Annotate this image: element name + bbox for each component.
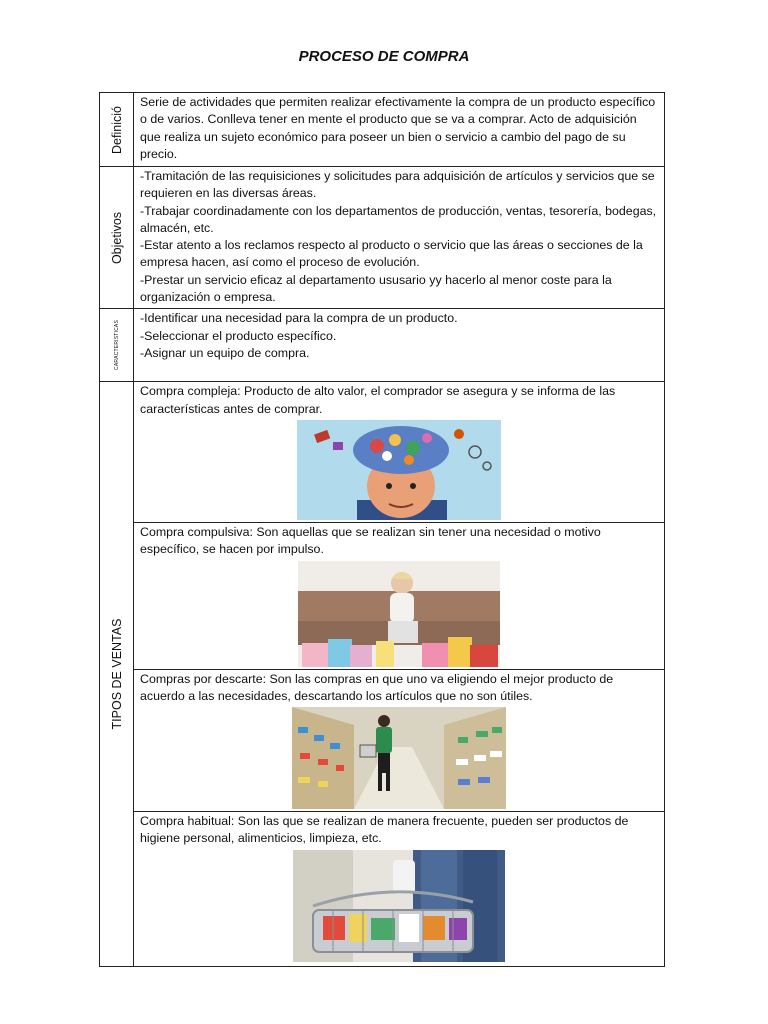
row-tipo-compleja bbox=[100, 382, 665, 523]
content-definicion bbox=[134, 93, 665, 167]
label-tipos: TIPOS DE VENTAS bbox=[109, 618, 124, 730]
row-tipo-compulsiva bbox=[100, 522, 665, 669]
tipo-text: Compras por descarte: Son las compras en que uno va eligiendo el mejor producto de acuerdo a las necesidades, descartando los artículos que no son útiles. bbox=[140, 671, 614, 703]
label-cell-caracteristicas bbox=[100, 309, 134, 382]
row-tipo-descarte bbox=[100, 669, 665, 812]
tipo-text: Compra habitual: Son las que se realizan de manera frecuente, pueden ser productos de higiene personal, alimenticios, limpieza, etc. bbox=[140, 814, 629, 846]
content-tipo-habitual bbox=[134, 812, 665, 967]
label-cell-objetivos bbox=[100, 167, 134, 309]
content-tipo-compulsiva bbox=[134, 522, 665, 669]
content-tipo-compleja bbox=[134, 382, 665, 523]
shopping-basket-with-groceries bbox=[293, 850, 505, 962]
caracteristica-item: -Asignar un equipo de compra. bbox=[140, 345, 310, 360]
tipo-text: Compra compleja: Producto de alto valor, el comprador se asegura y se informa de las características antes de comprar. bbox=[140, 384, 616, 416]
stressed-woman-with-shopping-bags bbox=[298, 561, 500, 667]
content-caracteristicas bbox=[134, 309, 665, 382]
content-objetivos bbox=[134, 167, 665, 309]
label-caracteristicas: CARACTERISTICAS bbox=[113, 320, 120, 371]
page-title: PROCESO DE COMPRA bbox=[298, 48, 470, 65]
objetivo-item: -Trabajar coordinadamente con los departamentos de producción, ventas, tesorería, bodegas, almacén, etc. bbox=[140, 203, 657, 235]
tipo-text: Compra compulsiva: Son aquellas que se realizan sin tener una necesidad o motivo específico, se hacen por impulso. bbox=[140, 524, 601, 557]
label-definicion: Definició bbox=[109, 105, 124, 154]
content-tipo-descarte bbox=[134, 669, 665, 812]
row-objetivos bbox=[100, 167, 665, 309]
objetivo-item: -Prestar un servicio eficaz al departamento ususario yy hacerlo al menor coste para la organización o empresa. bbox=[140, 272, 612, 305]
caracteristica-item: -Identificar una necesidad para la compra de un producto. bbox=[140, 311, 458, 326]
label-objetivos: Objetivos bbox=[109, 211, 124, 264]
row-caracteristicas bbox=[100, 309, 665, 382]
woman-in-store-aisle bbox=[292, 707, 506, 809]
objetivo-item: -Tramitación de las requisiciones y solicitudes para adquisición de artículos y servicios que se requieren en las diversas áreas. bbox=[140, 169, 655, 201]
head-full-of-products-illustration bbox=[297, 420, 501, 520]
label-cell-definicion bbox=[100, 93, 134, 167]
row-definicion bbox=[100, 93, 665, 167]
label-cell-tipos bbox=[100, 382, 134, 967]
purchase-process-table bbox=[99, 92, 665, 967]
caracteristica-item: -Seleccionar el producto específico. bbox=[140, 328, 337, 343]
objetivo-item: -Estar atento a los reclamos respecto al producto o servicio que las áreas o secciones de la empresa hacen, así como el proceso de evolución. bbox=[140, 238, 643, 270]
definicion-text: Serie de actividades que permiten realizar efectivamente la compra de un producto específico o de varios. Conlleva tener en mente el producto que se va a comprar. Acto de adquisición que realiza un sujeto económico para poseer un bien o servicio a cambio del pago de su precio. bbox=[140, 95, 656, 161]
row-tipo-habitual bbox=[100, 812, 665, 967]
